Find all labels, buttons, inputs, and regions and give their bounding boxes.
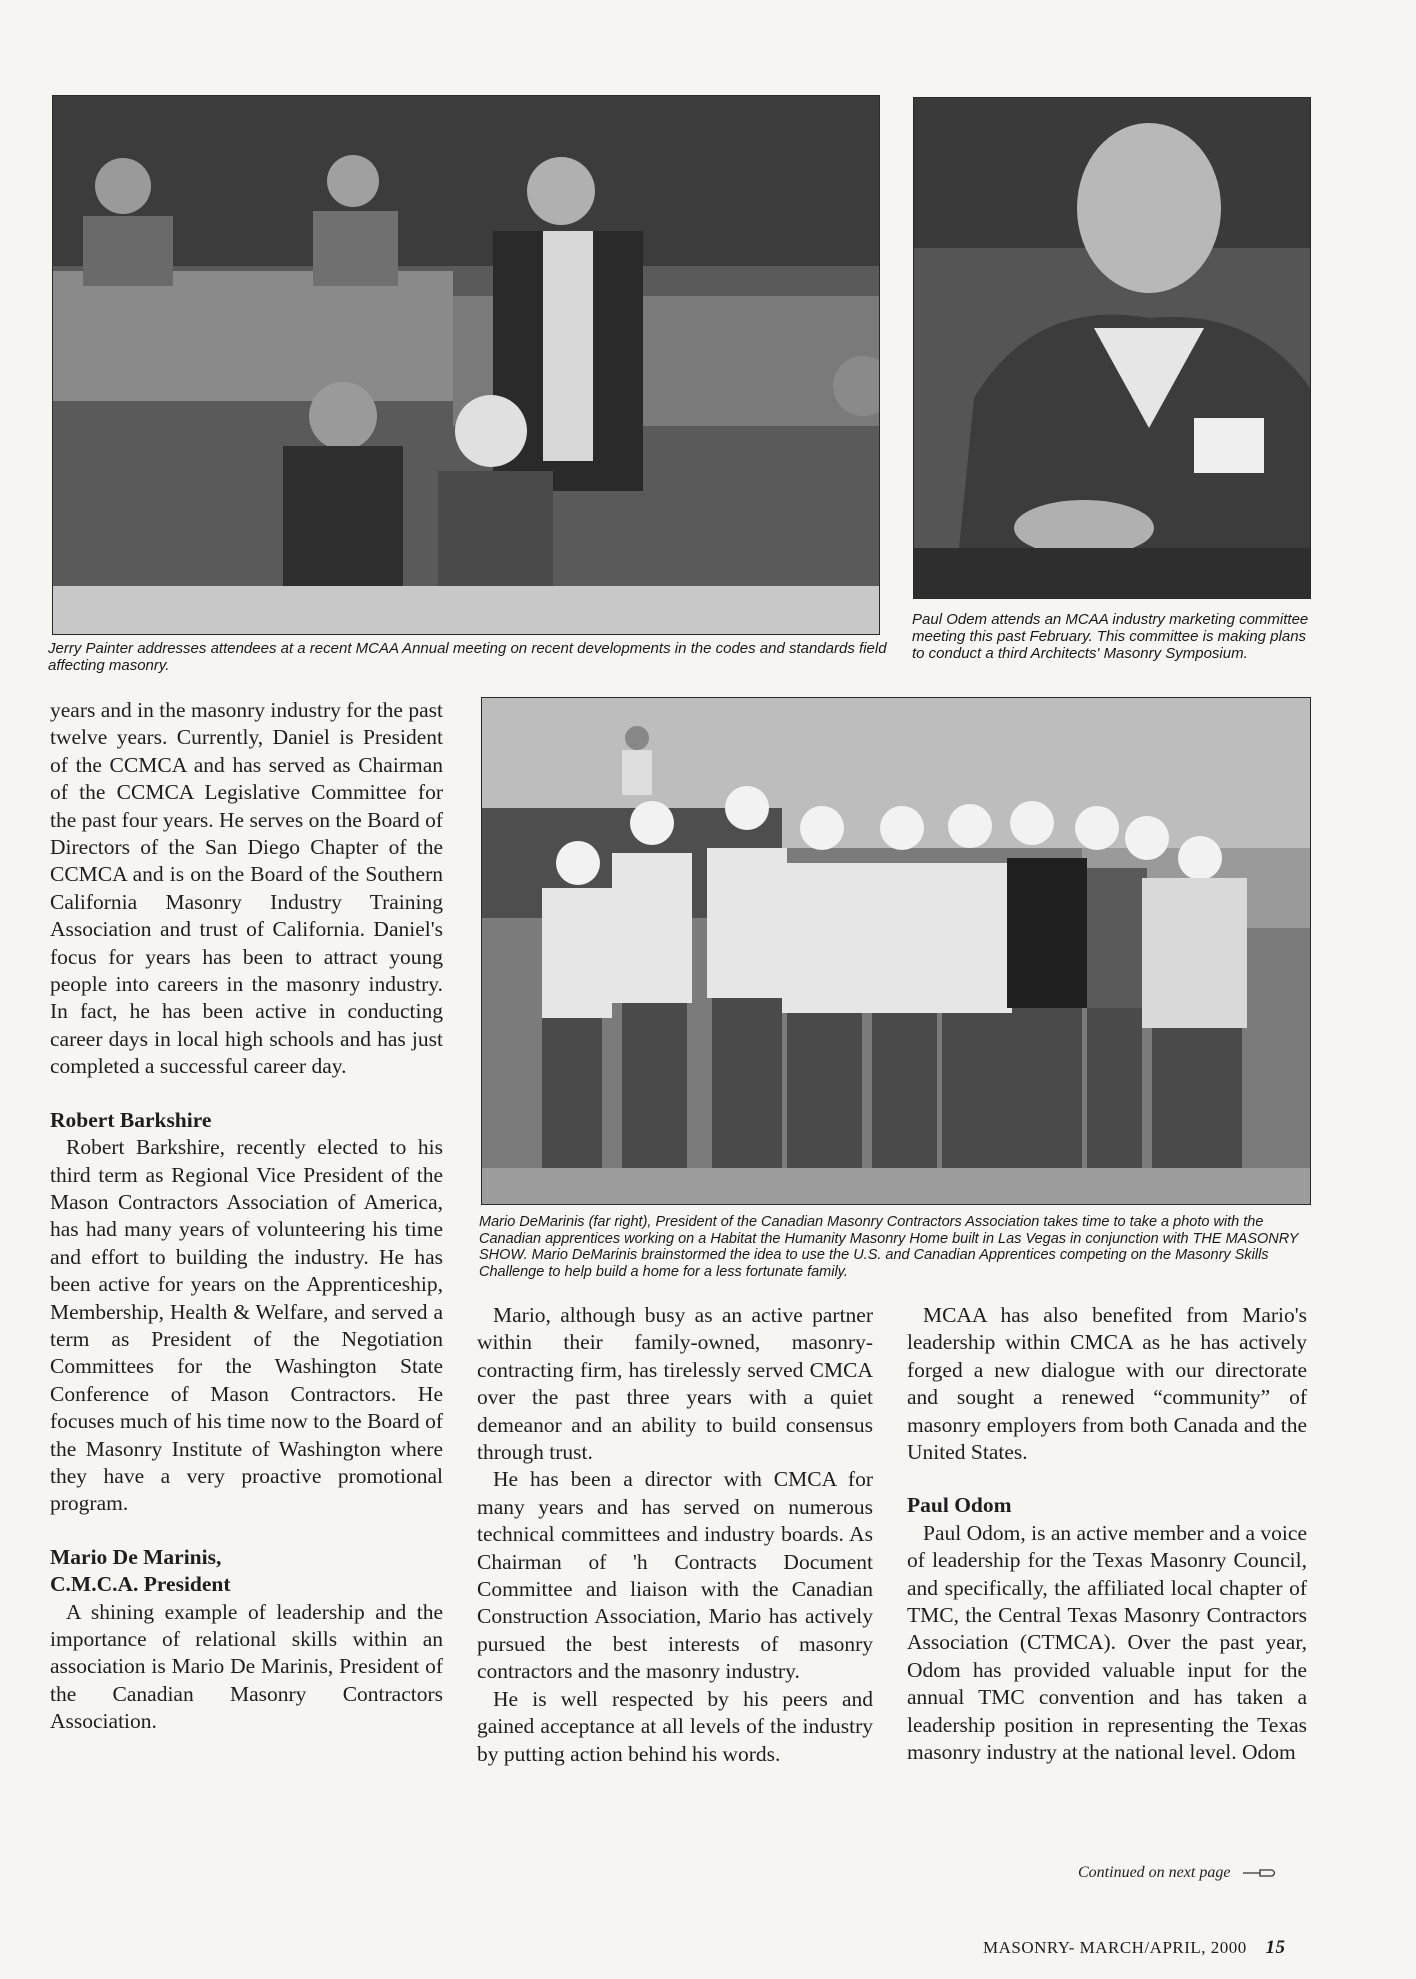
daniel-continued-paragraph: years and in the masonry industry for the past twelve years. Currently, Daniel is President of the CCMCA and has served as Chairman of the CCMCA Legislative Committee for the past four years. He serves on the Board of Directors of the San Diego Chapter of the CCMCA and is on the Board of the Southern California Masonry Industry Training Association and trust of California. Daniel's focus for years has been to attract young people into careers in the masonry industry. In fact, he has been active in conducting career days in local high schools and has just completed a successful career day. [50, 698, 443, 1079]
cmca-president-subheading: C.M.C.A. President [50, 1572, 231, 1597]
apprentices-group-photo [481, 697, 1311, 1205]
paul-odem-photo [913, 97, 1311, 599]
mcaa-benefit-paragraph: MCAA has also benefited from Mario's leadership within CMCA as he has actively forged a new dialogue with our directorate and sought a renewed “community” of masonry employers from both Canada and the United States. [907, 1303, 1307, 1465]
meeting-photo-caption: Jerry Painter addresses attendees at a recent MCAA Annual meeting on recent developments in the codes and standards field affecting masonry. [48, 640, 887, 674]
continued-notice [1078, 1864, 1278, 1882]
text-column-1 [50, 697, 443, 1736]
pointing-hand-icon [1242, 1866, 1278, 1880]
continued-text: Continued on next page [1078, 1864, 1231, 1881]
page-footer [983, 1937, 1286, 1959]
paul-odom-paragraph: Paul Odom, is an active member and a voice of leadership for the Texas Masonry Council, and specifically, the affiliated local chapter of TMC, the Central Texas Masonry Contractors Association (CTMCA). Over the past year, Odom has provided valuable input for the annual TMC convention and has taken a leadership position in representing the Texas masonry industry at the national level. Odom [907, 1520, 1307, 1765]
paul-odem-photo-caption: Paul Odem attends an MCAA industry marketing committee meeting this past February. This committee is making plans to conduct a third Architects' Masonry Symposium. [912, 611, 1309, 662]
mario-paragraph-1: Mario, although busy as an active partner within their family-owned, masonry-contracting firm, has tirelessly served CMCA over the past three years with a quiet demeanor and an ability to build consensus through trust. [477, 1303, 873, 1465]
paul-odom-heading: Paul Odom [907, 1493, 1012, 1518]
mario-de-marinis-paragraph: A shining example of leadership and the importance of relational skills within an association is Mario De Marinis, President of the Canadian Masonry Contractors Association. [50, 1599, 443, 1734]
apprentices-group-photo-caption: Mario DeMarinis (far right), President of the Canadian Masonry Contractors Association takes time to take a photo with the Canadian apprentices working on a Habitat the Humanity Masonry Home built in Las Vegas in conjunction with THE MASONRY SHOW. Mario DeMarinis brainstormed the idea to use the U.S. and Canadian Apprentices competing on the Masonry Skills Challenge to help build a home for a less fortunate family. [479, 1214, 1299, 1280]
mario-paragraph-3: He is well respected by his peers and gained acceptance at all levels of the industry by putting action behind his words. [477, 1686, 873, 1766]
text-column-3 [907, 1302, 1307, 1767]
mario-de-marinis-heading: Mario De Marinis, [50, 1544, 222, 1569]
meeting-photo [52, 95, 880, 635]
text-column-2 [477, 1302, 873, 1768]
mario-paragraph-2: He has been a director with CMCA for many years and has served on numerous technical committees and industry boards. As Chairman of 'h Contracts Document Committee and liaison with the Canadian Construction Association, Mario has actively pursued the best interests of masonry contractors and the masonry industry. [477, 1467, 873, 1684]
publication-issue: MASONRY- MARCH/APRIL, 2000 [983, 1938, 1247, 1957]
robert-barkshire-heading: Robert Barkshire [50, 1107, 212, 1132]
page-number: 15 [1265, 1937, 1286, 1958]
robert-barkshire-paragraph: Robert Barkshire, recently elected to his third term as Regional Vice President of the Mason Contractors Association of America, has had many years of volunteering his time and effort to building the industry. He has been active for years on the Apprenticeship, Membership, Health & Welfare, and served a term as President of the Negotiation Committees for the Washington State Conference of Mason Contractors. He focuses much of his time now to the Board of the Masonry Institute of Washington where they have a very proactive promotional program. [50, 1135, 443, 1516]
